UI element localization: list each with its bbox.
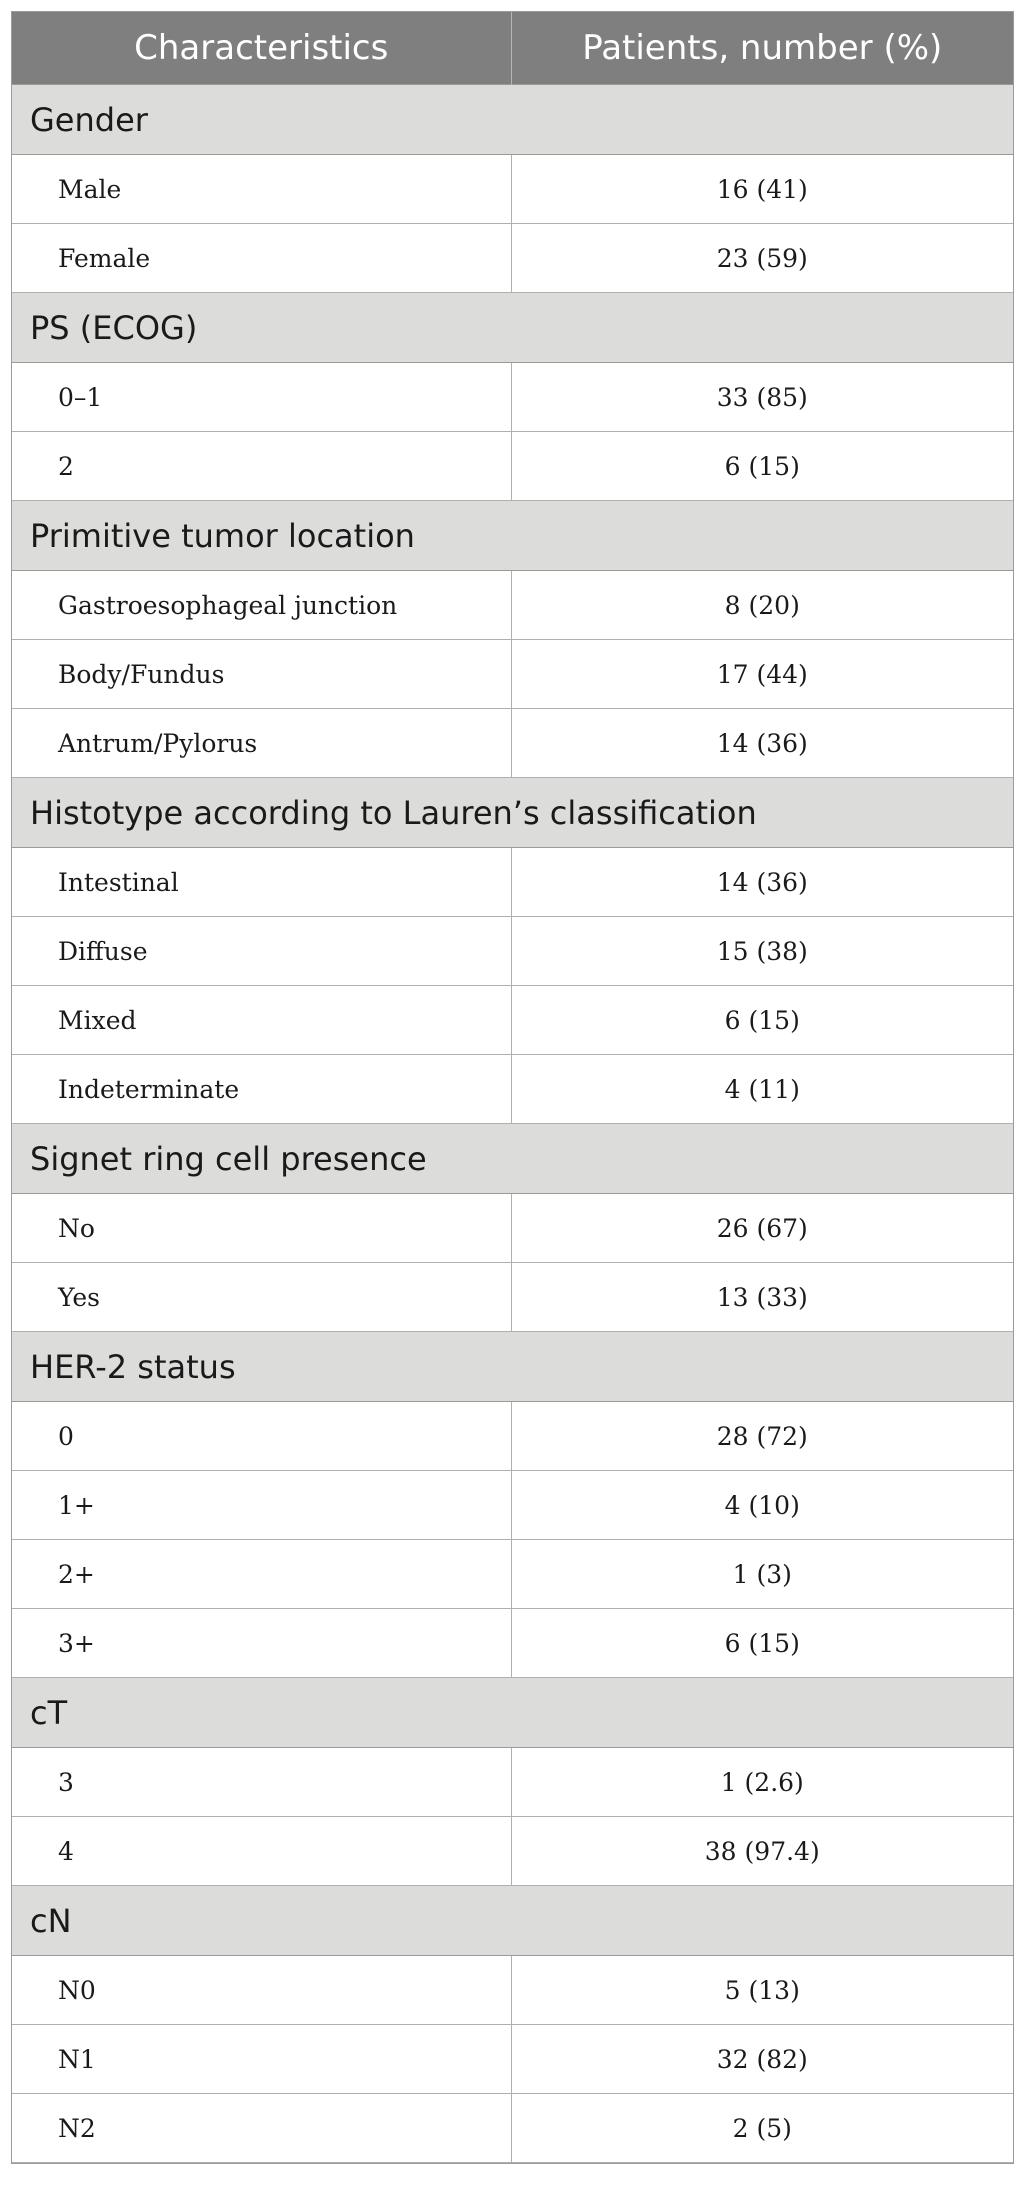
table-row (12, 1748, 1013, 1817)
characteristics-table (12, 12, 1013, 2163)
table-body (12, 85, 1013, 2163)
table-row (12, 848, 1013, 917)
row-label: N1 (12, 2025, 511, 2094)
table-row (12, 2025, 1013, 2094)
table-row (12, 432, 1013, 501)
table-row (12, 1402, 1013, 1471)
row-value: 16 (41) (511, 155, 1013, 224)
section-title: cT (12, 1678, 1013, 1748)
table-row (12, 709, 1013, 778)
section-header-row (12, 85, 1013, 155)
row-value: 4 (10) (511, 1471, 1013, 1540)
row-label: 1+ (12, 1471, 511, 1540)
row-value: 26 (67) (511, 1194, 1013, 1263)
section-title: PS (ECOG) (12, 293, 1013, 363)
row-value: 1 (2.6) (511, 1748, 1013, 1817)
header-patients-number: Patients, number (%) (511, 12, 1013, 85)
table-row (12, 2094, 1013, 2163)
section-title: Primitive tumor location (12, 501, 1013, 571)
row-value: 14 (36) (511, 848, 1013, 917)
table-row (12, 155, 1013, 224)
header-characteristics: Characteristics (12, 12, 511, 85)
row-value: 33 (85) (511, 363, 1013, 432)
section-title: Histotype according to Lauren’s classification (12, 778, 1013, 848)
row-label: N0 (12, 1956, 511, 2025)
table-row (12, 1263, 1013, 1332)
row-label: Diffuse (12, 917, 511, 986)
row-value: 38 (97.4) (511, 1817, 1013, 1886)
row-label: N2 (12, 2094, 511, 2163)
row-label: 0–1 (12, 363, 511, 432)
row-label: Antrum/Pylorus (12, 709, 511, 778)
row-label: 0 (12, 1402, 511, 1471)
table-row (12, 1055, 1013, 1124)
section-title: Gender (12, 85, 1013, 155)
row-label: 2+ (12, 1540, 511, 1609)
row-label: Intestinal (12, 848, 511, 917)
row-value: 15 (38) (511, 917, 1013, 986)
row-label: Female (12, 224, 511, 293)
section-title: cN (12, 1886, 1013, 1956)
table-row (12, 1540, 1013, 1609)
table-row (12, 1956, 1013, 2025)
row-label: 4 (12, 1817, 511, 1886)
table-row (12, 1817, 1013, 1886)
table-row (12, 917, 1013, 986)
row-label: 2 (12, 432, 511, 501)
row-value: 1 (3) (511, 1540, 1013, 1609)
row-value: 13 (33) (511, 1263, 1013, 1332)
row-value: 6 (15) (511, 986, 1013, 1055)
row-value: 4 (11) (511, 1055, 1013, 1124)
row-value: 17 (44) (511, 640, 1013, 709)
row-label: Indeterminate (12, 1055, 511, 1124)
row-value: 32 (82) (511, 2025, 1013, 2094)
row-label: Yes (12, 1263, 511, 1332)
section-title: Signet ring cell presence (12, 1124, 1013, 1194)
table-row (12, 1194, 1013, 1263)
table-row (12, 1609, 1013, 1678)
table-row (12, 1471, 1013, 1540)
row-value: 2 (5) (511, 2094, 1013, 2163)
row-label: Male (12, 155, 511, 224)
table-row (12, 986, 1013, 1055)
row-label: 3+ (12, 1609, 511, 1678)
row-value: 6 (15) (511, 1609, 1013, 1678)
row-label: Mixed (12, 986, 511, 1055)
row-label: Body/Fundus (12, 640, 511, 709)
table-row (12, 640, 1013, 709)
section-header-row (12, 501, 1013, 571)
section-header-row (12, 778, 1013, 848)
table-row (12, 363, 1013, 432)
row-value: 8 (20) (511, 571, 1013, 640)
row-label: 3 (12, 1748, 511, 1817)
section-header-row (12, 1886, 1013, 1956)
table-row (12, 571, 1013, 640)
section-header-row (12, 293, 1013, 363)
characteristics-table-container (11, 11, 1014, 2164)
section-title: HER-2 status (12, 1332, 1013, 1402)
section-header-row (12, 1678, 1013, 1748)
row-value: 14 (36) (511, 709, 1013, 778)
row-label: No (12, 1194, 511, 1263)
row-value: 6 (15) (511, 432, 1013, 501)
table-header-row (12, 12, 1013, 85)
section-header-row (12, 1124, 1013, 1194)
row-value: 23 (59) (511, 224, 1013, 293)
row-label: Gastroesophageal junction (12, 571, 511, 640)
row-value: 28 (72) (511, 1402, 1013, 1471)
table-row (12, 224, 1013, 293)
row-value: 5 (13) (511, 1956, 1013, 2025)
section-header-row (12, 1332, 1013, 1402)
